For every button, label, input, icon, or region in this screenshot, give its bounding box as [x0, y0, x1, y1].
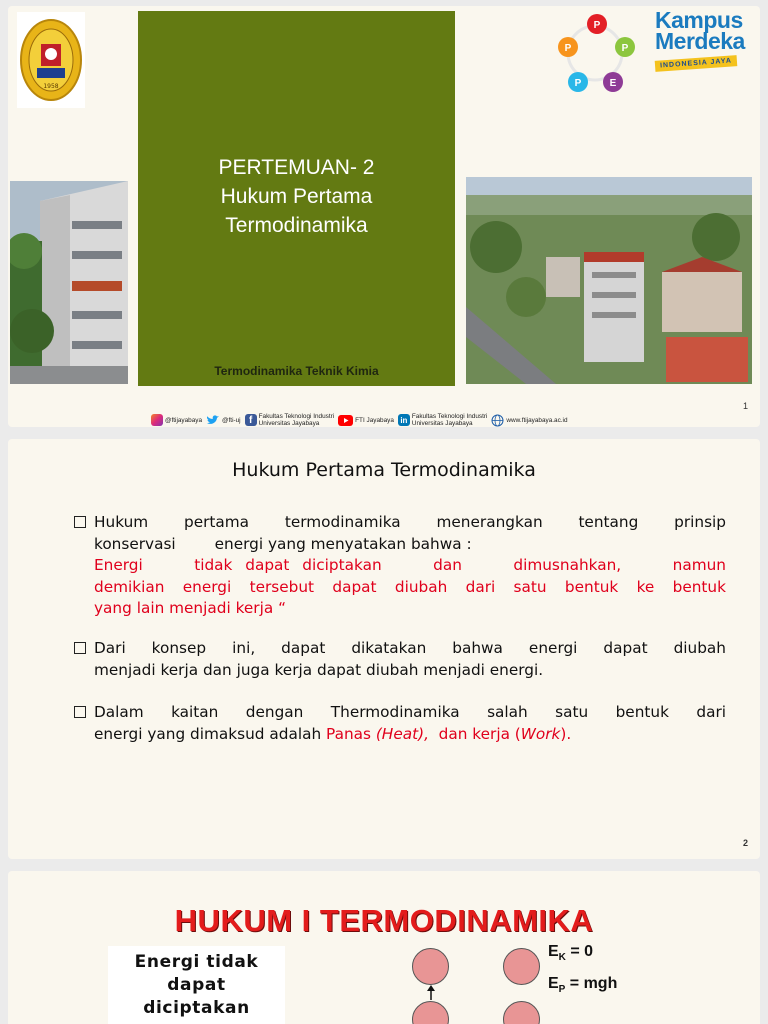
ppe-letter-1: P [593, 20, 601, 31]
title-line-3: Termodinamika [225, 214, 368, 237]
arrow-up-icon [425, 985, 437, 1001]
svg-text:1958: 1958 [43, 83, 59, 90]
website-url: www.ftijayabaya.ac.id [506, 416, 568, 424]
instagram-icon [151, 414, 163, 426]
slide-2 [8, 439, 760, 859]
eq2-symbol: E [548, 975, 559, 992]
bullet-3 [74, 702, 726, 745]
box-line-1: Energi tidak [134, 952, 259, 972]
footer-facebook[interactable] [245, 413, 335, 427]
box-line-2: dapat [167, 975, 226, 995]
eq2-subscript: P [558, 984, 566, 996]
ball-right-bottom [503, 1001, 540, 1024]
title-panel [138, 11, 455, 386]
facebook-icon: f [245, 414, 257, 426]
merdeka-word: Merdeka [655, 28, 745, 54]
bullet-2-line-1: Dari konsep ini, dapat dikatakan bahwa energi dapat diubah [94, 639, 726, 657]
term-panas: Panas [326, 724, 376, 743]
term-dan-kerja: dan kerja ( [428, 724, 521, 743]
youtube-channel: FTI Jayabaya [355, 416, 394, 424]
checkbox-bullet-icon [74, 516, 86, 528]
indonesia-jaya-band: INDONESIA JAYA [655, 55, 738, 72]
kampus-word: Kampus [655, 7, 743, 33]
eq1-rhs: = 0 [565, 943, 594, 960]
university-logo [17, 12, 85, 108]
eq2-rhs: = mgh [565, 975, 618, 992]
box-line-3: diciptakan [143, 998, 250, 1018]
slide-title [138, 153, 455, 240]
ppe-letter-3: P [564, 43, 572, 54]
ball-left-bottom [412, 1001, 449, 1024]
globe-icon [491, 414, 504, 427]
university-seal-icon [19, 16, 83, 104]
ppe-logo [554, 12, 636, 94]
page-number-2: 2 [742, 838, 748, 848]
page-number-1: 1 [742, 401, 748, 411]
slide-3 [8, 871, 760, 1024]
footer-linkedin[interactable] [398, 413, 488, 427]
footer-twitter[interactable] [206, 414, 241, 426]
title-line-1: PERTEMUAN- 2 [218, 156, 375, 179]
youtube-icon [338, 415, 353, 426]
energy-statement-box [108, 946, 285, 1024]
checkbox-bullet-icon [74, 706, 86, 718]
facebook-line-1: Fakultas Teknologi Industri [258, 413, 335, 420]
slide-1 [8, 6, 760, 427]
instagram-handle: @ftijayabaya [165, 416, 203, 424]
bullet-1-line-2: konservasi energi yang menyatakan bahwa : [94, 534, 472, 553]
bullet-1-red-line-2: demikian energi tersebut dapat diubah dari satu bentuk ke bentuk [94, 577, 726, 596]
ppe-letter-2: P [621, 43, 629, 54]
twitter-handle: @fti-uj [222, 416, 241, 424]
bullet-1-red-line-3: yang lain menjadi kerja “ [94, 599, 287, 617]
bullet-1-line-1: Hukum pertama termodinamika menerangkan tentang prinsip [94, 513, 726, 531]
slide-2-heading: Hukum Pertama Termodinamika [232, 459, 536, 481]
eq1-symbol: E [548, 943, 559, 960]
bullet-3-prefix: energi yang dimaksud adalah [94, 724, 327, 743]
kinetic-energy-equation [548, 943, 593, 963]
bullet-2-line-2: menjadi kerja dan juga kerja dapat diubah menjadi energi. [94, 660, 544, 679]
slide-3-heading: HUKUM I TERMODINAMIKA [174, 903, 594, 938]
ball-left-top [412, 948, 449, 985]
bullet-3-line-1: Dalam kaitan dengan Thermodinamika salah satu bentuk dari [94, 703, 726, 721]
ppe-letter-4: P [574, 78, 582, 89]
slide-subtitle: Termodinamika Teknik Kimia [214, 364, 379, 378]
bullet-1-red-line-1: Energi tidak dapat diciptakan dan dimusnahkan, namun [94, 556, 726, 574]
building-photo-left [10, 181, 128, 384]
term-work: Work [520, 724, 561, 743]
bullet-3-line-2 [94, 724, 726, 746]
linkedin-line-2: Universitas Jayabaya [411, 420, 473, 427]
footer-instagram[interactable] [151, 414, 202, 426]
checkbox-bullet-icon [74, 642, 86, 654]
facebook-line-2: Universitas Jayabaya [258, 420, 320, 427]
kampus-merdeka-logo [655, 7, 755, 70]
title-line-2: Hukum Pertama [220, 185, 373, 208]
ppe-letter-5: E [609, 78, 617, 89]
social-footer [151, 409, 568, 427]
campus-aerial-photo [466, 177, 752, 384]
eq1-subscript: K [558, 952, 566, 964]
linkedin-icon: in [398, 414, 410, 426]
term-heat: (Heat), [375, 724, 429, 743]
bullet-1 [74, 512, 726, 620]
term-close: ). [560, 724, 572, 743]
linkedin-line-1: Fakultas Teknologi Industri [411, 413, 488, 420]
ball-right-top [503, 948, 540, 985]
bullet-2 [74, 638, 726, 681]
potential-energy-equation [548, 975, 617, 995]
twitter-icon [206, 414, 220, 426]
footer-youtube[interactable] [338, 415, 394, 426]
footer-website[interactable] [491, 414, 567, 427]
